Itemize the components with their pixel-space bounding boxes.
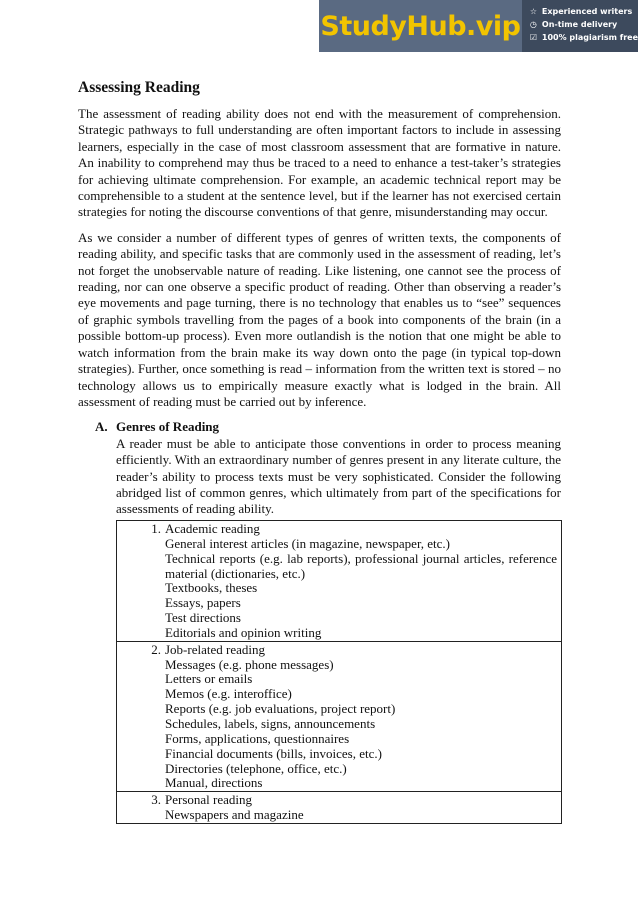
- feature-label: 100% plagiarism free: [541, 33, 638, 42]
- section-heading: [95, 419, 561, 435]
- feature-item: [530, 18, 638, 31]
- section-title: Genres of Reading: [116, 419, 220, 435]
- genre-heading: Job-related reading: [165, 641, 265, 657]
- genre-item: Editorials and opinion writing: [165, 624, 322, 640]
- genre-item: Textbooks, theses: [165, 580, 258, 596]
- feature-label: Experienced writers: [541, 7, 633, 16]
- section-genres: [95, 419, 561, 517]
- paragraph-intro: The assessment of reading ability does not end with the measurement of comprehension. Strategic pathways to full understanding are often important factors to include in assessing learners, especially in the case of most classroom assessment that are formative in nature. An inability to comprehend may thus be traced to a need to enhance a test-taker’s strategies for achieving ultimate comprehension. For example, an academic technical report may be comprehensible to a student at the sentence level, but if the learner has not exercised certain strategies for noting the discourse conventions of that genre, misunderstanding may occur.: [78, 106, 561, 220]
- page-title: Assessing Reading: [78, 79, 200, 96]
- genre-item: Schedules, labels, signs, announcements: [165, 715, 376, 731]
- genre-heading: Academic reading: [165, 521, 260, 536]
- genre-number: 3.: [151, 792, 161, 808]
- genre-item: Financial documents (bills, invoices, etc.): [165, 745, 382, 761]
- banner-features: [522, 0, 638, 52]
- section-letter: A.: [95, 419, 108, 435]
- feature-item: [530, 31, 638, 44]
- table-row: [117, 641, 562, 791]
- table-row: [117, 792, 562, 824]
- genre-item: Forms, applications, questionnaires: [165, 730, 350, 746]
- clock-icon: ◷: [529, 20, 537, 29]
- genres-table: [116, 520, 562, 824]
- paragraph-inference: As we consider a number of different types of genres of written texts, the components of reading ability, and specific tasks that are commonly used in the assessment of reading, let’s not forget the unobservable nature of reading. Like listening, one cannot see the process of reading, nor can one observe a specific product of reading. Other than observing a reader’s eye movements and page turning, there is no technology that enables us to “see” sequences of graphic symbols travelling from the pages of a book into components of the brain (in a possible bottom-up process). Even more outlandish is the notion that one might be able to watch information from the brain make its way down onto the page (in typical top-down strategies). Further, once something is read – information from the written text is stored – no technology allows us to empirically measure exactly what is lodged in the brain. All assessment of reading must be carried out by inference.: [78, 229, 561, 409]
- section-body: A reader must be able to anticipate those conventions in order to process meaning efficiently. With an extraordinary number of genres present in any literate culture, the reader’s ability to process texts must be very sophisticated. Consider the following abridged list of common genres, which ultimately from part of the specifications for assessments of reading ability.: [116, 435, 561, 517]
- document-page: [78, 79, 561, 518]
- genre-item: Manual, directions: [165, 775, 263, 791]
- feature-label: On-time delivery: [541, 20, 618, 29]
- genre-item: Test directions: [165, 610, 241, 626]
- check-icon: ☑: [529, 33, 538, 42]
- genre-item: Newspapers and magazine: [165, 807, 304, 823]
- genre-item: Reports (e.g. job evaluations, project report): [165, 701, 396, 717]
- studyhub-banner[interactable]: [319, 0, 638, 52]
- table-row: [117, 521, 562, 642]
- genre-item: General interest articles (in magazine, newspaper, etc.): [165, 535, 450, 551]
- genre-heading: Personal reading: [165, 792, 253, 808]
- studyhub-logo[interactable]: StudyHub.vip: [319, 0, 522, 52]
- genre-item: Technical reports (e.g. lab reports), professional journal articles, reference material (dictionaries, etc.): [165, 550, 557, 581]
- feature-item: [530, 5, 638, 18]
- genre-number: 1.: [151, 521, 161, 536]
- genre-item: Directories (telephone, office, etc.): [165, 760, 347, 776]
- genre-item: Essays, papers: [165, 595, 241, 611]
- genre-item: Messages (e.g. phone messages): [165, 656, 334, 672]
- star-icon: ☆: [529, 7, 538, 16]
- genre-item: Letters or emails: [165, 671, 253, 687]
- genre-item: Memos (e.g. interoffice): [165, 686, 292, 702]
- genre-number: 2.: [151, 641, 161, 657]
